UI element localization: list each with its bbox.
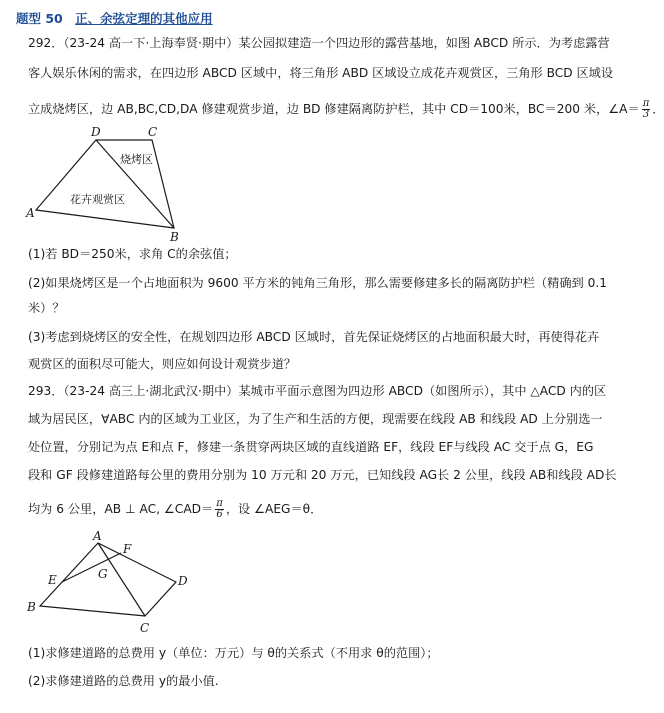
vertex-d-label: D [91, 125, 101, 139]
flower-area-label: 花卉观赏区 [70, 193, 125, 206]
problem-292-line-3-text: 立成烧烤区，边 AB,BC,CD,DA 修建观赏步道，边 BD 修建隔离防护栏，其中 CD＝100米，BC＝200 米，∠A＝ [28, 102, 640, 116]
vertex-d-label-293: D [178, 574, 188, 588]
question-293-1: (1)求修建道路的总费用 y（单位：万元）与 θ的关系式（不用求 θ的范围）； [28, 646, 439, 660]
problem-292-line-1: 292．（23-24 高一下·上海奉贤·期中）某公园拟建造一个四边形的露营基地，如图 ABCD 所示．为考虑露营 [28, 36, 610, 50]
point-f-label: F [123, 542, 132, 556]
quadrilateral-abcd-293 [40, 543, 176, 616]
problem-293-line-5: 均为 6 公里，AB ⊥ AC, ∠CAD＝ $\frac{\pi}{6}$ ，设 ∠AEG＝θ． [28, 498, 323, 520]
question-292-3-line-1: (3)考虑到烧烤区的安全性，在规划四边形 ABCD 区域时，首先保证烧烤区的占地面积最大时，再使得花卉 [28, 330, 600, 344]
question-293-2: (2)求修建道路的总费用 y的最小值. [28, 674, 219, 688]
question-292-2-line-1: (2)如果烧烤区是一个占地面积为 9600 平方米的钝角三角形，那么需要修建多长的隔离防护栏（精确到 0.1 [28, 276, 607, 290]
angle-a-fraction: $\frac{\pi}{3}$ [642, 98, 650, 120]
vertex-c-label-293: C [140, 621, 150, 635]
problem-292-line-2: 客人娱乐休闲的需求，在四边形 ABCD 区域中，将三角形 ABD 区域设立成花卉观赏区，三角形 BCD 区域设 [28, 66, 614, 80]
point-e-label: E [48, 573, 57, 587]
problem-292-line-3: 立成烧烤区，边 AB,BC,CD,DA 修建观赏步道，边 BD 修建隔离防护栏，其中 CD＝100米，BC＝200 米，∠A＝ $\frac{\pi}{3}$ ． [28, 98, 664, 120]
problem-293-line-1: 293．（23-24 高三上·湖北武汉·期中）某城市平面示意图为四边形 ABCD（如图所示），其中 △ACD 内的区 [28, 384, 607, 398]
vertex-b-label: B [170, 230, 179, 244]
vertex-a-label: A [26, 206, 35, 220]
bbq-area-label: 烧烤区 [120, 153, 153, 166]
topic-number: 题型 50 [16, 11, 63, 26]
problem-293-line-3: 处位置，分别记为点 E和点 F，修建一条贯穿两块区域的直线道路 EF，线段 EF与线段 AC 交于点 G，EG [28, 440, 594, 454]
angle-cad-fraction: $\frac{\pi}{6}$ [216, 498, 223, 520]
question-292-2-line-2: 米）？ [28, 301, 65, 315]
road-ef [62, 553, 121, 582]
topic-title: 正、余弦定理的其他应用 [75, 11, 213, 26]
problem-293-line-4: 段和 GF 段修建道路每公里的费用分别为 10 万元和 20 万元，已知线段 AG长 2 公里，线段 AB和线段 AD长 [28, 468, 617, 482]
vertex-a-label-293: A [93, 529, 102, 543]
vertex-c-label: C [148, 125, 158, 139]
question-292-1: (1)若 BD＝250米，求角 C的余弦值； [28, 247, 237, 261]
vertex-b-label-293: B [27, 600, 36, 614]
point-g-label: G [98, 567, 108, 581]
question-292-3-line-2: 观赏区的面积尽可能大，则应如何设计观赏步道？ [28, 357, 297, 371]
problem-293-line-2: 域为居民区，∀ABC 内的区域为工业区，为了生产和生活的方便，现需要在线段 AB 和线段 AD 上分别选一 [28, 412, 603, 426]
